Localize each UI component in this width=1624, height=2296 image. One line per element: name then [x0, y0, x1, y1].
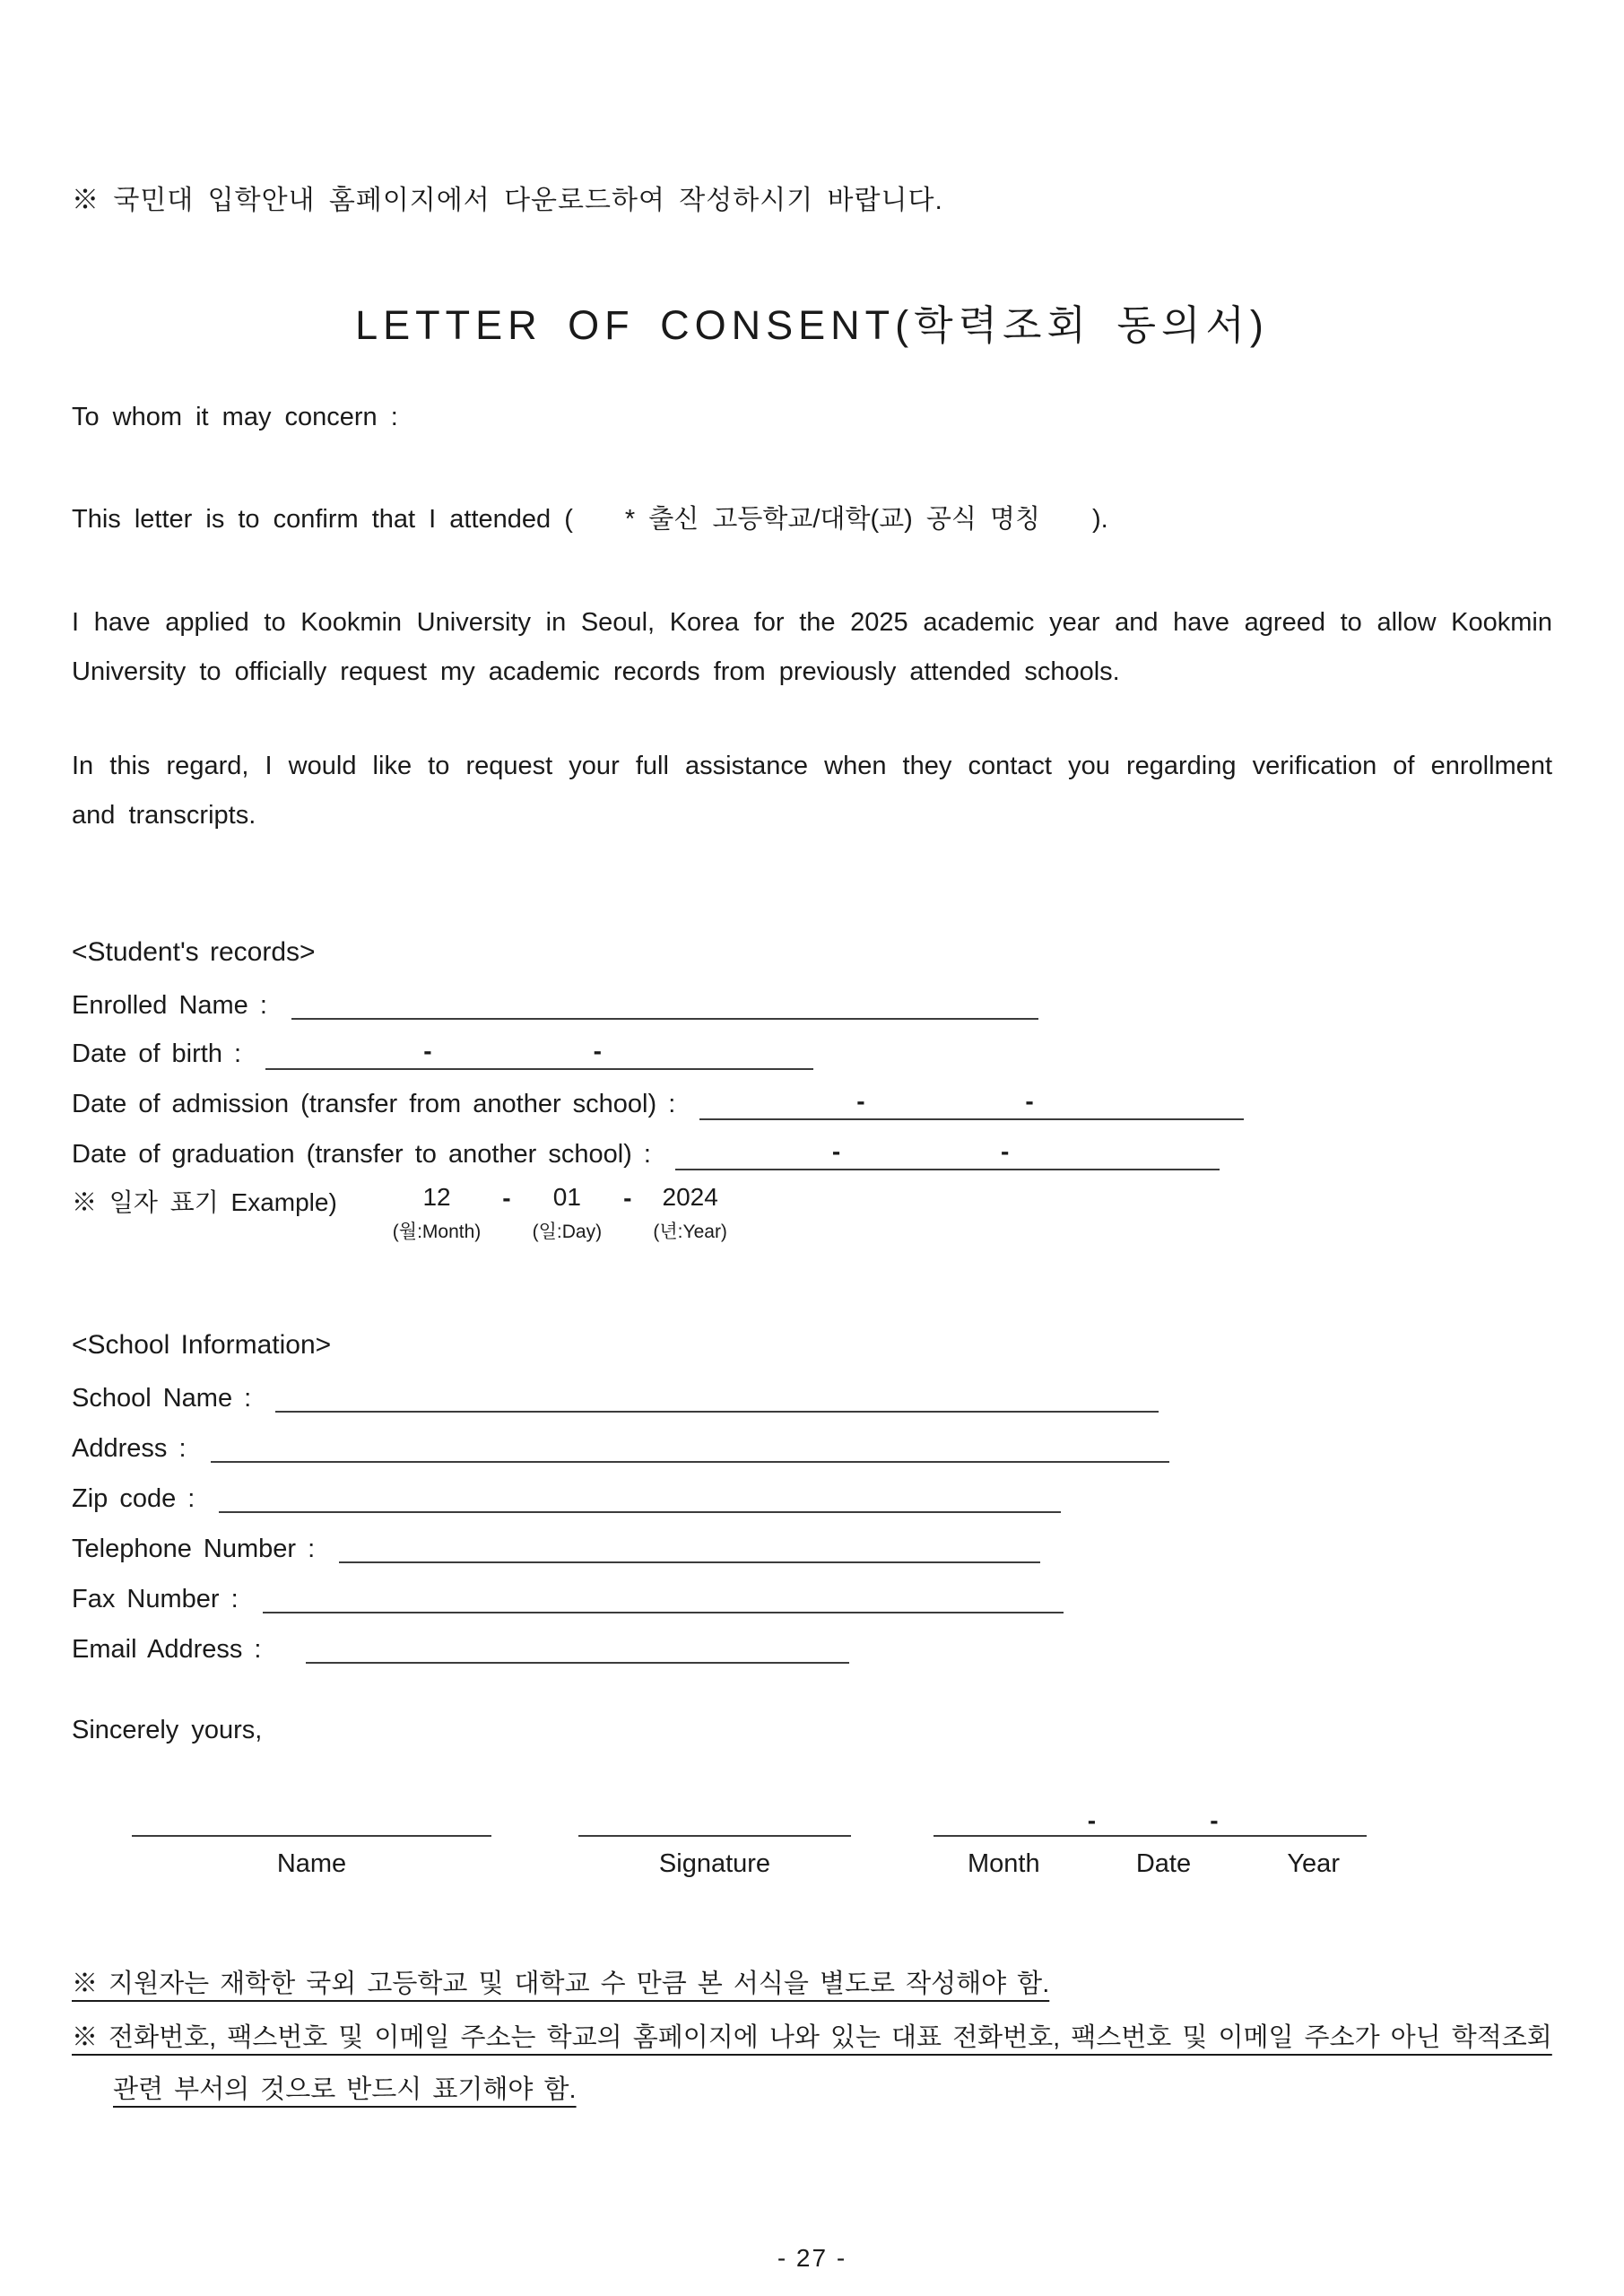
dash-separator: -	[623, 1184, 632, 1212]
example-prefix: ※ 일자 표기 Example)	[72, 1188, 337, 1216]
date-of-graduation-blank[interactable]	[675, 1137, 1220, 1170]
date-signature-line[interactable]	[934, 1835, 1367, 1837]
attended-prefix: This letter is to confirm that I attended (	[72, 505, 573, 534]
example-day-value: 01	[552, 1183, 581, 1211]
school-name-blank[interactable]	[275, 1384, 1159, 1413]
attended-suffix: ).	[1091, 505, 1108, 534]
page-number: - 27 -	[777, 2244, 847, 2272]
signature-sign-column	[578, 1835, 851, 1879]
example-month-group	[393, 1183, 481, 1244]
attended-statement	[72, 499, 1552, 535]
date-of-birth-label: Date of birth :	[72, 1039, 242, 1068]
telephone-label: Telephone Number :	[72, 1535, 316, 1563]
dash-separator: -	[1087, 1806, 1097, 1834]
date-format-example	[72, 1183, 1552, 1244]
date-label: Date	[1135, 1849, 1192, 1878]
fax-blank[interactable]	[263, 1585, 1064, 1613]
email-label: Email Address :	[72, 1635, 262, 1664]
footnote-contact-info: ※ 전화번호, 팩스번호 및 이메일 주소는 학교의 홈페이지에 나와 있는 대표 전화번호, 팩스번호 및 이메일 주소가 아닌 학적조회 관련 부서의 것으로 반드시 표기해야 함.	[72, 2023, 1552, 2104]
name-signature-line[interactable]	[132, 1835, 491, 1837]
email-blank[interactable]	[306, 1635, 849, 1664]
field-row-enrolled-name	[72, 985, 1552, 1018]
signature-label: Signature	[658, 1849, 771, 1878]
dash-separator: -	[1001, 1137, 1010, 1165]
zip-code-label: Zip code :	[72, 1484, 195, 1513]
example-day-caption: (일:Day)	[532, 1222, 603, 1242]
school-name-label: School Name :	[72, 1384, 252, 1413]
date-of-admission-blank[interactable]	[699, 1087, 1244, 1120]
field-row-fax	[72, 1578, 1552, 1612]
signature-date-labels	[934, 1849, 1367, 1879]
field-row-email	[72, 1629, 1552, 1662]
date-of-graduation-label: Date of graduation (transfer to another school) :	[72, 1140, 651, 1169]
dash-separator: -	[1210, 1806, 1219, 1834]
section-heading-student-records: <Student's records>	[72, 937, 316, 967]
signature-date-dashes	[934, 1808, 1367, 1835]
enrolled-name-blank[interactable]	[291, 991, 1038, 1020]
example-day-group	[533, 1183, 602, 1244]
telephone-blank[interactable]	[339, 1535, 1040, 1563]
year-label: Year	[1287, 1849, 1340, 1878]
signature-signature-line[interactable]	[578, 1835, 851, 1837]
enrolled-name-label: Enrolled Name :	[72, 991, 267, 1020]
salutation: To whom it may concern :	[72, 403, 398, 431]
section-heading-school-information: <School Information>	[72, 1330, 332, 1360]
closing: Sincerely yours,	[72, 1716, 263, 1744]
field-row-telephone	[72, 1528, 1552, 1561]
date-of-admission-label: Date of admission (transfer from another school) :	[72, 1090, 676, 1118]
footnotes	[72, 1958, 1552, 2116]
dash-separator: -	[502, 1184, 511, 1212]
dash-separator: -	[856, 1087, 865, 1115]
address-label: Address :	[72, 1434, 187, 1463]
address-blank[interactable]	[211, 1434, 1169, 1463]
footnote-separate-forms: ※ 지원자는 재학한 국외 고등학교 및 대학교 수 만큼 본 서식을 별도로 작성해야 함.	[72, 1970, 1050, 1998]
download-instruction-note: ※ 국민대 입학안내 홈페이지에서 다운로드하여 작성하시기 바랍니다.	[72, 186, 943, 215]
field-row-date-of-graduation	[72, 1135, 1552, 1169]
paragraph-applied: I have applied to Kookmin University in Seoul, Korea for the 2025 academic year and have agreed to allow Kookmin University to officially request my academic records from previously attended schools.	[72, 608, 1552, 686]
field-row-zip-code	[72, 1478, 1552, 1511]
date-of-birth-blank[interactable]	[265, 1037, 813, 1070]
example-month-caption: (월:Month)	[392, 1222, 482, 1242]
fax-label: Fax Number :	[72, 1585, 239, 1613]
signature-name-column	[132, 1835, 491, 1879]
example-year-group	[653, 1183, 727, 1244]
example-year-caption: (년:Year)	[653, 1222, 727, 1242]
page-title: LETTER OF CONSENT(학력조회 동의서)	[355, 302, 1269, 348]
dash-separator: -	[831, 1137, 841, 1165]
example-year-value: 2024	[662, 1183, 718, 1211]
field-row-date-of-birth	[72, 1035, 1552, 1068]
signature-block	[132, 1808, 1552, 1879]
month-label: Month	[968, 1849, 1040, 1878]
dash-separator: -	[593, 1037, 602, 1065]
paragraph-regard: In this regard, I would like to request your full assistance when they contact you regarding verification of enrollment and transcripts.	[72, 752, 1552, 830]
field-row-school-name	[72, 1378, 1552, 1411]
dash-separator: -	[423, 1037, 432, 1065]
name-label: Name	[276, 1849, 347, 1878]
example-month-value: 12	[422, 1183, 451, 1211]
school-name-hint: * 출신 고등학교/대학(교) 공식 명칭	[624, 505, 1040, 534]
dash-separator: -	[1025, 1087, 1034, 1115]
signature-date-column	[934, 1808, 1367, 1879]
zip-code-blank[interactable]	[219, 1484, 1061, 1513]
field-row-date-of-admission	[72, 1085, 1552, 1118]
field-row-address	[72, 1428, 1552, 1461]
